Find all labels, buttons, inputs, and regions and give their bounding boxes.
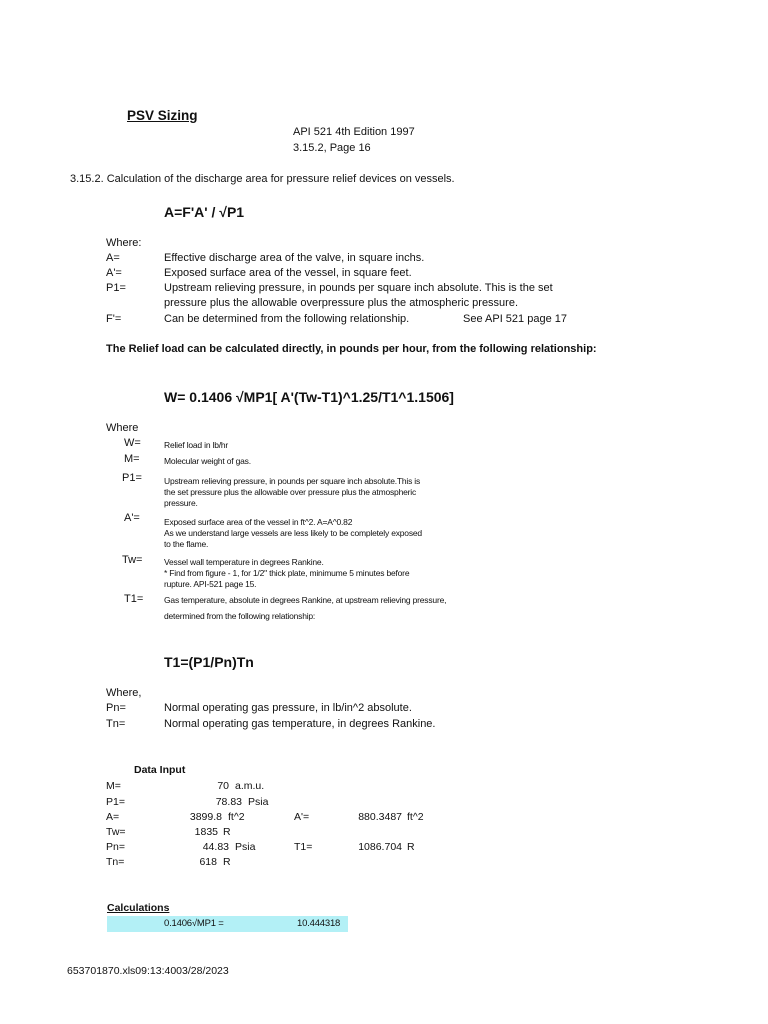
data-label: A= (106, 811, 120, 823)
def-description: Upstream relieving pressure, in pounds per square inch absolute.This is (164, 476, 421, 486)
where-label: Where: (106, 237, 142, 249)
data-label: Pn= (106, 841, 125, 853)
def-description: Molecular weight of gas. (164, 456, 251, 466)
def-symbol: P1= (122, 472, 142, 484)
data-unit: R (407, 841, 415, 853)
calculation-row (107, 916, 348, 932)
data-value: 78.83 (215, 796, 242, 808)
data-unit: a.m.u. (235, 780, 265, 792)
data-value: 70 (217, 780, 229, 792)
formula-t1: T1=(P1/Pn)Tn (164, 654, 254, 670)
data-unit: Psia (248, 796, 269, 808)
def-symbol: A'= (106, 267, 122, 279)
def-description: Relief load in lb/hr (164, 440, 229, 450)
data-unit: ft^2 (407, 811, 424, 823)
def-description: pressure plus the allowable overpressure plus the atmospheric pressure. (164, 297, 519, 309)
def-symbol: A'= (124, 512, 140, 524)
data-input-heading: Data Input (134, 764, 186, 776)
calc-value: 10.444318 (297, 918, 341, 929)
def-description: rupture. API-521 page 15. (164, 579, 257, 589)
data-value: 3899.8 (189, 811, 222, 823)
def-symbol: F'= (106, 313, 122, 325)
reference-line-1: API 521 4th Edition 1997 (293, 126, 415, 138)
calculations-heading: Calculations (107, 902, 170, 914)
def-description: pressure. (164, 498, 198, 508)
section-heading: 3.15.2. Calculation of the discharge area for pressure relief devices on vessels. (70, 173, 455, 185)
def-symbol: Tn= (106, 718, 126, 730)
data-unit: ft^2 (228, 811, 245, 823)
def-symbol: M= (124, 453, 140, 465)
data-unit: R (223, 856, 231, 868)
data-value: 880.3487 (358, 811, 402, 823)
def-description: the set pressure plus the allowable over pressure plus the atmospheric (164, 487, 417, 497)
relief-statement: The Relief load can be calculated directly, in pounds per hour, from the following relationship: (106, 343, 597, 355)
def-description: Exposed surface area of the vessel in ft^2. A=A^0.82 (164, 517, 353, 527)
def-description: Effective discharge area of the valve, in square inchs. (164, 252, 425, 264)
def-symbol: W= (124, 437, 141, 449)
page-footer: 653701870.xls09:13:4003/28/2023 (67, 965, 229, 977)
calc-label: 0.1406√MP1 = (164, 918, 224, 929)
data-value: 44.83 (202, 841, 229, 853)
data-unit: Psia (235, 841, 256, 853)
where-label-2: Where (106, 422, 139, 434)
def-description: * Find from figure - 1, for 1/2" thick plate, minimume 5 minutes before (164, 568, 410, 578)
def-note: See API 521 page 17 (463, 313, 567, 325)
def-symbol: P1= (106, 282, 126, 294)
data-label: M= (106, 780, 121, 792)
def-description: Gas temperature, absolute in degrees Rankine, at upstream relieving pressure, (164, 595, 447, 605)
reference-line-2: 3.15.2, Page 16 (293, 142, 371, 154)
data-value: 1835 (194, 826, 218, 838)
def-description: to the flame. (164, 539, 209, 549)
def-description: Exposed surface area of the vessel, in square feet. (164, 267, 412, 279)
data-label: A'= (294, 811, 310, 823)
data-value: 618 (199, 856, 217, 868)
def-description: Normal operating gas pressure, in lb/in^2 absolute. (164, 702, 412, 714)
data-label: T1= (294, 841, 313, 853)
data-label: Tn= (106, 856, 125, 868)
data-label: Tw= (106, 826, 126, 838)
def-description: Upstream relieving pressure, in pounds per square inch absolute. This is the set (164, 282, 553, 294)
def-description: Normal operating gas temperature, in degrees Rankine. (164, 718, 436, 730)
def-description: As we understand large vessels are less likely to be completely exposed (164, 528, 422, 538)
def-description: determined from the following relationship: (164, 611, 316, 621)
def-symbol: A= (106, 252, 120, 264)
def-symbol: Tw= (122, 554, 143, 566)
data-unit: R (223, 826, 231, 838)
formula-area: A=F'A' / √P1 (164, 204, 245, 220)
def-description: Vessel wall temperature in degrees Rankine. (164, 557, 324, 567)
data-label: P1= (106, 796, 125, 808)
def-symbol: T1= (124, 593, 144, 605)
document-title: PSV Sizing (127, 108, 198, 123)
def-description: Can be determined from the following relationship. (164, 313, 410, 325)
def-symbol: Pn= (106, 702, 126, 714)
data-value: 1086.704 (358, 841, 402, 853)
where-label-3: Where, (106, 687, 142, 699)
formula-relief: W= 0.1406 √MP1[ A'(Tw-T1)^1.25/T1^1.1506] (164, 389, 454, 405)
